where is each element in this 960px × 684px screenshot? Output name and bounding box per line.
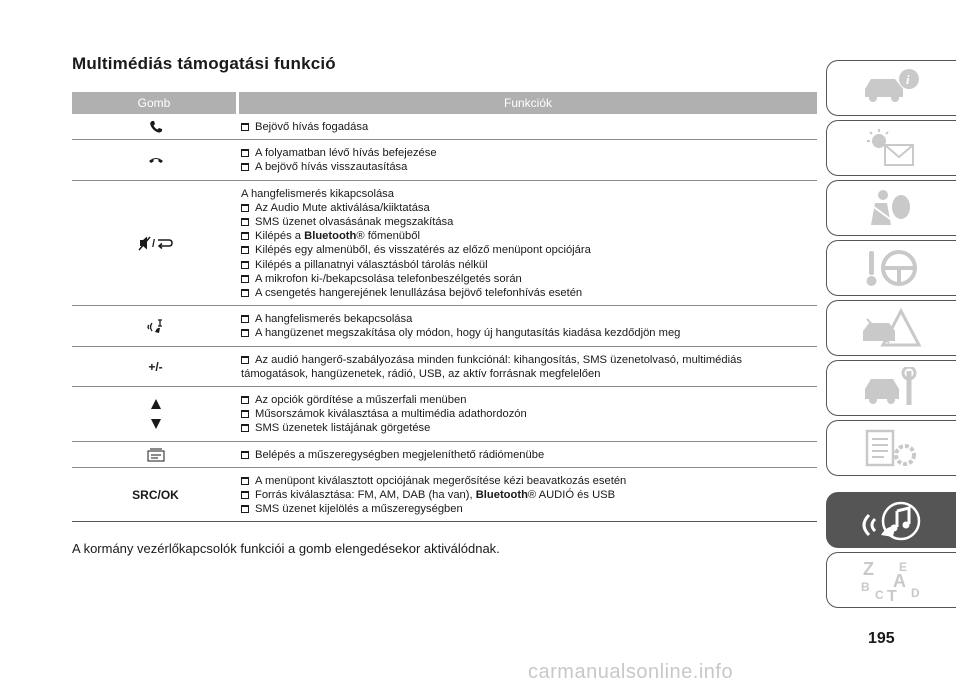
function-text: Forrás kiválasztása: FM, AM, DAB (ha van), Bluetooth® AUDIÓ és USB xyxy=(255,489,616,502)
tab-index[interactable] xyxy=(826,552,956,608)
bullet-box-icon xyxy=(241,491,249,499)
button-cell xyxy=(72,120,239,134)
function-text: A folyamatban lévő hívás befejezése xyxy=(255,147,437,160)
mute-voice-exit-icon xyxy=(138,235,174,251)
function-line xyxy=(239,243,817,257)
table-row xyxy=(72,181,817,307)
function-line xyxy=(239,488,817,502)
svg-text:E: E xyxy=(898,560,907,574)
function-line xyxy=(239,312,817,326)
function-line xyxy=(239,272,817,286)
table-row xyxy=(72,114,817,140)
warning-lights-icon xyxy=(857,127,927,169)
maintenance-icon xyxy=(857,367,927,409)
table-row xyxy=(72,140,817,180)
function-text: Belépés a műszeregységben megjeleníthető rádiómenübe xyxy=(255,448,545,461)
function-text: A hangüzenet megszakítása oly módon, hogy új hangutasítás kiadása kezdődjön meg xyxy=(255,327,681,340)
bullet-box-icon xyxy=(241,410,249,418)
page-title: Multimédiás támogatási funkció xyxy=(72,54,336,73)
function-line xyxy=(239,215,817,229)
function-line xyxy=(239,474,817,488)
svg-text:C: C xyxy=(874,588,884,602)
function-text: SMS üzenet kijelölés a műszeregységben xyxy=(255,503,463,516)
voice-command-icon xyxy=(146,318,166,334)
button-cell xyxy=(72,448,239,462)
tab-starting[interactable] xyxy=(826,240,956,296)
table-row xyxy=(72,442,817,468)
button-label: SRC/OK xyxy=(132,488,179,503)
function-line xyxy=(239,187,817,201)
function-text: A bejövő hívás visszautasítása xyxy=(255,161,408,174)
function-text: Kilépés a pillanatnyi választásból tárolás nélkül xyxy=(255,258,488,271)
controls-table xyxy=(72,92,817,522)
steering-start-icon xyxy=(857,247,927,289)
function-text: Bejövő hívás fogadása xyxy=(255,121,369,133)
function-line xyxy=(239,421,817,435)
function-line xyxy=(239,120,817,134)
function-line xyxy=(239,146,817,160)
table-row xyxy=(72,468,817,523)
table-body xyxy=(72,114,817,522)
bullet-box-icon xyxy=(241,477,249,485)
multimedia-icon xyxy=(857,497,927,543)
button-cell xyxy=(72,187,239,301)
svg-text:B: B xyxy=(860,580,870,594)
svg-text:i: i xyxy=(905,72,910,87)
button-cell xyxy=(72,353,239,381)
tab-safety[interactable] xyxy=(826,180,956,236)
phone-answer-icon xyxy=(149,120,163,134)
bullet-box-icon xyxy=(241,275,249,283)
tab-emergency[interactable] xyxy=(826,300,956,356)
button-cell xyxy=(72,474,239,517)
functions-cell xyxy=(239,474,817,517)
header-functions: Funkciók xyxy=(239,92,817,114)
bullet-box-icon xyxy=(241,329,249,337)
function-text: Műsorszámok kiválasztása a multimédia adathordozón xyxy=(255,408,527,421)
technical-data-icon xyxy=(857,427,927,469)
bullet-box-icon xyxy=(241,204,249,212)
watermark: carmanualsonline.info xyxy=(528,661,734,683)
function-text: A mikrofon ki-/bekapcsolása telefonbeszélgetés során xyxy=(255,272,522,285)
function-line xyxy=(239,326,817,340)
button-cell xyxy=(72,146,239,174)
function-line xyxy=(239,286,817,300)
table-row xyxy=(72,387,817,442)
function-line xyxy=(239,353,817,367)
bullet-box-icon xyxy=(241,149,249,157)
function-text: Kilépés a Bluetooth® főmenüből xyxy=(255,230,420,243)
functions-cell xyxy=(239,448,817,462)
function-line xyxy=(239,393,817,407)
phone-hangup-icon xyxy=(148,155,164,165)
button-cell xyxy=(72,312,239,340)
header-button: Gomb xyxy=(72,92,236,114)
tab-warning-lights[interactable] xyxy=(826,120,956,176)
functions-cell xyxy=(239,393,817,436)
function-line xyxy=(239,201,817,215)
function-line xyxy=(239,258,817,272)
function-text: támogatások, hangüzenetek, rádió, USB, az aktív forrásnak megfelelően xyxy=(241,367,601,380)
bullet-box-icon xyxy=(241,261,249,269)
bullet-box-icon xyxy=(241,218,249,226)
car-info-icon xyxy=(857,67,927,109)
svg-text:D: D xyxy=(910,586,920,600)
radio-menu-icon xyxy=(147,448,165,462)
table-row xyxy=(72,306,817,346)
function-line xyxy=(239,160,817,174)
function-line xyxy=(239,367,817,381)
up-down-arrows-icon xyxy=(150,398,162,430)
function-text: A menüpont kiválasztott opciójának megerősítése kézi beavatkozás esetén xyxy=(255,474,627,487)
footnote: A kormány vezérlőkapcsolók funkciói a gomb elengedésekor aktiválódnak. xyxy=(72,541,500,556)
bullet-box-icon xyxy=(241,315,249,323)
function-text: Kilépés egy almenüből, és visszatérés az előző menüpont opciójára xyxy=(255,244,591,257)
function-line xyxy=(239,448,817,462)
function-text: A hangfelismerés bekapcsolása xyxy=(255,313,413,326)
table-header xyxy=(72,92,817,114)
functions-cell xyxy=(239,312,817,340)
functions-cell xyxy=(239,353,817,381)
tab-multimedia[interactable] xyxy=(826,492,956,548)
button-cell xyxy=(72,393,239,436)
function-text: Az opciók gördítése a műszerfali menüben xyxy=(255,394,467,407)
index-icon xyxy=(857,557,927,603)
bullet-box-icon xyxy=(241,123,249,131)
tab-maintenance[interactable] xyxy=(826,360,956,416)
svg-text:A: A xyxy=(892,571,906,591)
function-text: SMS üzenet olvasásának megszakítása xyxy=(255,216,454,229)
function-text: Az audió hangerő-szabályozása minden funkciónál: kihangosítás, SMS üzenetolvasó, multimédiás xyxy=(255,353,742,366)
bullet-box-icon xyxy=(241,246,249,254)
tab-technical-data[interactable] xyxy=(826,420,956,476)
function-text: A csengetés hangerejének lenullázása bejövő telefonhívás esetén xyxy=(255,287,583,300)
svg-text:/: / xyxy=(151,238,155,251)
function-line xyxy=(239,407,817,421)
functions-cell xyxy=(239,146,817,174)
safety-airbag-icon xyxy=(857,187,927,229)
bullet-box-icon xyxy=(241,396,249,404)
bullet-box-icon xyxy=(241,163,249,171)
page-number: 195 xyxy=(868,630,895,647)
function-line xyxy=(239,502,817,516)
bullet-box-icon xyxy=(241,451,249,459)
function-text: SMS üzenetek listájának görgetése xyxy=(255,422,431,435)
table-row xyxy=(72,347,817,387)
functions-cell xyxy=(239,187,817,301)
svg-text:Z: Z xyxy=(862,559,874,579)
bullet-box-icon xyxy=(241,424,249,432)
function-text: A hangfelismerés kikapcsolása xyxy=(241,187,394,200)
bullet-box-icon xyxy=(241,505,249,513)
bullet-box-icon xyxy=(241,232,249,240)
svg-text:T: T xyxy=(886,588,897,603)
emergency-icon xyxy=(857,307,927,349)
bullet-box-icon xyxy=(241,289,249,297)
bullet-box-icon xyxy=(241,356,249,364)
function-text: Az Audio Mute aktiválása/kiiktatása xyxy=(255,201,430,214)
functions-cell xyxy=(239,120,817,134)
button-label: +/- xyxy=(148,359,163,374)
function-line xyxy=(239,229,817,243)
tab-car-info[interactable] xyxy=(826,60,956,116)
